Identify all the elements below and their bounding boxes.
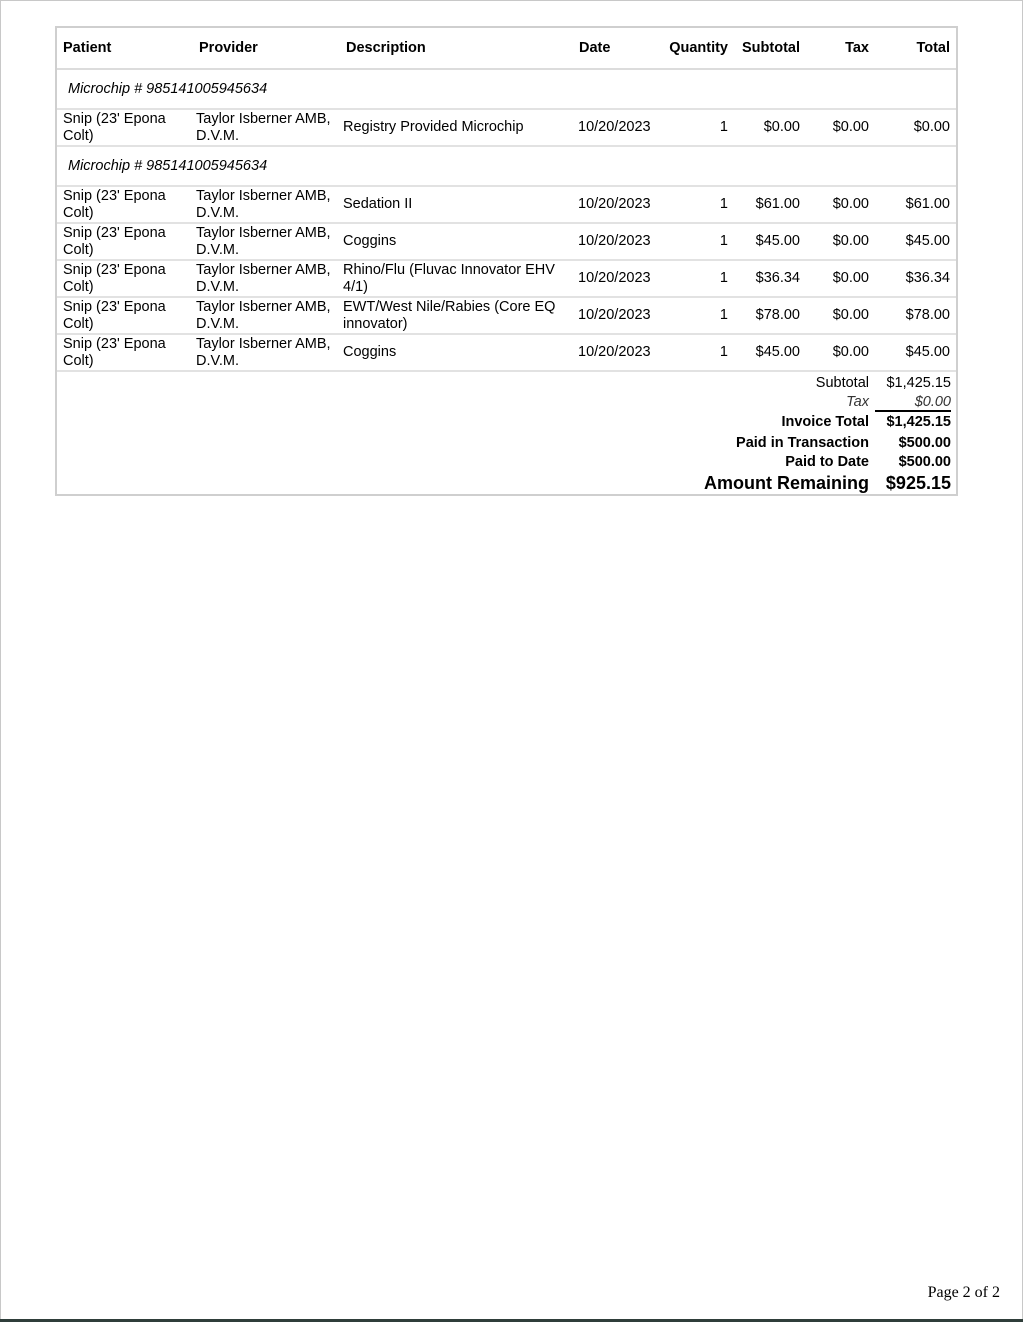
cell-patient: Snip (23' Epona Colt) xyxy=(57,260,193,297)
cell-subtotal: $78.00 xyxy=(734,297,806,334)
cell-subtotal: $45.00 xyxy=(734,334,806,371)
group-header-row xyxy=(57,146,956,186)
cell-patient: Snip (23' Epona Colt) xyxy=(57,334,193,371)
col-header-patient: Patient xyxy=(57,28,193,69)
cell-total: $0.00 xyxy=(875,109,956,146)
microchip-label: Microchip # 985141005945634 xyxy=(57,69,956,109)
summary-paid-transaction-row xyxy=(531,435,951,454)
col-header-quantity: Quantity xyxy=(657,28,734,69)
col-header-date: Date xyxy=(573,28,657,69)
invoice-summary xyxy=(531,375,951,497)
cell-subtotal: $0.00 xyxy=(734,109,806,146)
page-number: Page 2 of 2 xyxy=(927,1284,1000,1301)
summary-amount-remaining-label: Amount Remaining xyxy=(704,473,869,493)
microchip-label: Microchip # 985141005945634 xyxy=(57,146,956,186)
cell-description: Sedation II xyxy=(340,186,573,223)
summary-invoice-total-label: Invoice Total xyxy=(781,414,869,430)
table-row xyxy=(57,260,956,297)
cell-description: Coggins xyxy=(340,223,573,260)
cell-provider: Taylor Isberner AMB, D.V.M. xyxy=(193,109,340,146)
table-row xyxy=(57,297,956,334)
summary-subtotal-label: Subtotal xyxy=(815,375,869,391)
cell-total: $36.34 xyxy=(875,260,956,297)
cell-tax: $0.00 xyxy=(806,186,875,223)
cell-date: 10/20/2023 xyxy=(573,109,657,146)
summary-subtotal-row xyxy=(531,375,951,394)
cell-quantity: 1 xyxy=(657,334,734,371)
col-header-tax: Tax xyxy=(806,28,875,69)
cell-quantity: 1 xyxy=(657,186,734,223)
cell-date: 10/20/2023 xyxy=(573,186,657,223)
col-header-description: Description xyxy=(340,28,573,69)
cell-date: 10/20/2023 xyxy=(573,297,657,334)
summary-amount-remaining-row xyxy=(531,473,951,497)
invoice-table xyxy=(57,28,956,372)
cell-patient: Snip (23' Epona Colt) xyxy=(57,186,193,223)
table-row xyxy=(57,109,956,146)
cell-tax: $0.00 xyxy=(806,223,875,260)
invoice-table-container xyxy=(55,26,958,496)
cell-patient: Snip (23' Epona Colt) xyxy=(57,223,193,260)
cell-quantity: 1 xyxy=(657,297,734,334)
cell-total: $45.00 xyxy=(875,334,956,371)
cell-quantity: 1 xyxy=(657,260,734,297)
group-header-row xyxy=(57,69,956,109)
summary-tax-value: $0.00 xyxy=(875,394,951,412)
col-header-total: Total xyxy=(875,28,956,69)
cell-provider: Taylor Isberner AMB, D.V.M. xyxy=(193,297,340,334)
cell-tax: $0.00 xyxy=(806,297,875,334)
table-header-row xyxy=(57,28,956,69)
summary-paid-to-date-value: $500.00 xyxy=(898,454,951,470)
cell-provider: Taylor Isberner AMB, D.V.M. xyxy=(193,260,340,297)
summary-tax-row xyxy=(531,394,951,413)
summary-amount-remaining-value: $925.15 xyxy=(885,473,951,493)
table-row xyxy=(57,223,956,260)
cell-tax: $0.00 xyxy=(806,260,875,297)
summary-tax-label: Tax xyxy=(846,394,869,410)
cell-quantity: 1 xyxy=(657,223,734,260)
summary-paid-transaction-value: $500.00 xyxy=(898,435,951,451)
cell-subtotal: $45.00 xyxy=(734,223,806,260)
cell-date: 10/20/2023 xyxy=(573,260,657,297)
cell-tax: $0.00 xyxy=(806,109,875,146)
cell-tax: $0.00 xyxy=(806,334,875,371)
summary-subtotal-value: $1,425.15 xyxy=(886,375,951,391)
table-row xyxy=(57,186,956,223)
cell-patient: Snip (23' Epona Colt) xyxy=(57,297,193,334)
cell-description: Coggins xyxy=(340,334,573,371)
summary-invoice-total-value: $1,425.15 xyxy=(886,414,951,430)
cell-quantity: 1 xyxy=(657,109,734,146)
cell-description: EWT/West Nile/Rabies (Core EQ innovator) xyxy=(340,297,573,334)
table-row xyxy=(57,334,956,371)
cell-subtotal: $36.34 xyxy=(734,260,806,297)
cell-total: $61.00 xyxy=(875,186,956,223)
cell-subtotal: $61.00 xyxy=(734,186,806,223)
cell-patient: Snip (23' Epona Colt) xyxy=(57,109,193,146)
summary-paid-to-date-row xyxy=(531,454,951,473)
col-header-provider: Provider xyxy=(193,28,340,69)
col-header-subtotal: Subtotal xyxy=(734,28,806,69)
summary-paid-to-date-label: Paid to Date xyxy=(785,454,869,470)
cell-description: Rhino/Flu (Fluvac Innovator EHV 4/1) xyxy=(340,260,573,297)
cell-provider: Taylor Isberner AMB, D.V.M. xyxy=(193,223,340,260)
summary-paid-transaction-label: Paid in Transaction xyxy=(736,435,869,451)
cell-description: Registry Provided Microchip xyxy=(340,109,573,146)
cell-total: $45.00 xyxy=(875,223,956,260)
cell-provider: Taylor Isberner AMB, D.V.M. xyxy=(193,186,340,223)
cell-date: 10/20/2023 xyxy=(573,223,657,260)
cell-provider: Taylor Isberner AMB, D.V.M. xyxy=(193,334,340,371)
summary-invoice-total-row xyxy=(531,414,951,435)
cell-total: $78.00 xyxy=(875,297,956,334)
cell-date: 10/20/2023 xyxy=(573,334,657,371)
